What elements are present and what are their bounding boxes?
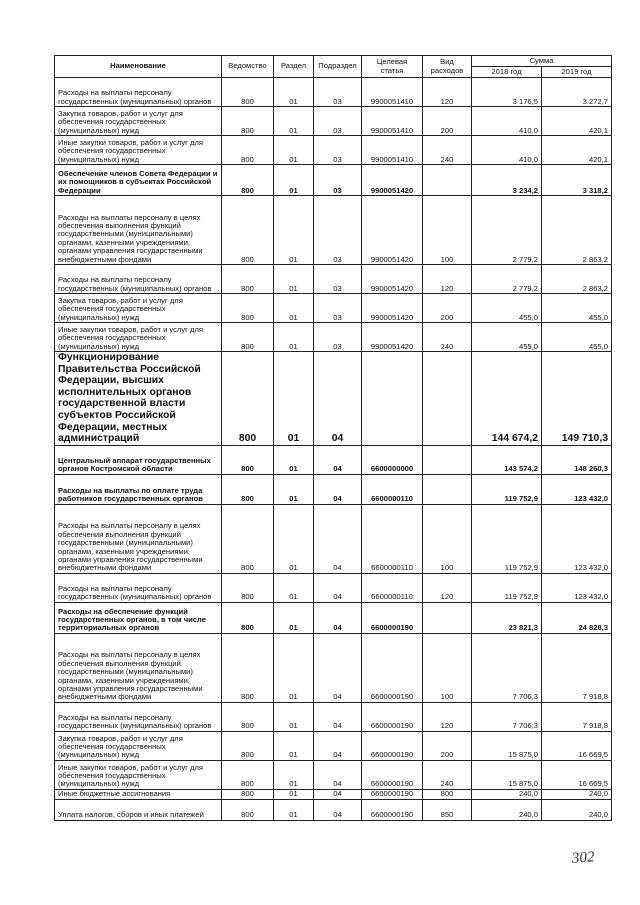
row-dept: 800 — [222, 78, 274, 107]
table-row — [55, 78, 612, 107]
row-dept: 800 — [222, 196, 274, 265]
row-dept: 800 — [222, 602, 274, 633]
row-name: Уплата налогов, сборов и иных платежей — [55, 799, 222, 820]
row-kind: 800 — [423, 789, 472, 799]
row-sum-2019: 2 863,2 — [542, 265, 612, 294]
row-kind — [423, 352, 472, 446]
row-dept: 800 — [222, 702, 274, 731]
row-sum-2018: 7 706,3 — [472, 702, 542, 731]
row-section: 01 — [274, 760, 314, 789]
row-section: 01 — [274, 799, 314, 820]
table-row — [55, 196, 612, 265]
row-subsection: 03 — [314, 196, 362, 265]
row-name: Расходы на обеспечение функций государственных органов, в том числе территориальных органов — [55, 602, 222, 633]
row-subsection: 03 — [314, 107, 362, 136]
header-2019: 2019 год — [542, 67, 612, 78]
row-subsection: 04 — [314, 633, 362, 702]
table-row — [55, 633, 612, 702]
table-row — [55, 702, 612, 731]
row-sum-2018: 240,0 — [472, 799, 542, 820]
row-kind: 120 — [423, 78, 472, 107]
row-dept: 800 — [222, 760, 274, 789]
row-sum-2019: 123 432,0 — [542, 504, 612, 573]
row-kind — [423, 474, 472, 504]
row-section: 01 — [274, 165, 314, 196]
row-kind — [423, 445, 472, 474]
row-name: Закупка товаров, работ и услуг для обеспечения государственных (муниципальных) нужд — [55, 107, 222, 136]
row-sum-2018: 143 574,2 — [472, 445, 542, 474]
table-row — [55, 294, 612, 323]
row-section: 01 — [274, 731, 314, 760]
row-target: 9900051420 — [362, 265, 423, 294]
row-target: 9900051410 — [362, 136, 423, 165]
row-subsection: 03 — [314, 136, 362, 165]
header-target: Целевая статья — [362, 56, 423, 78]
row-subsection: 04 — [314, 474, 362, 504]
row-kind: 200 — [423, 107, 472, 136]
row-dept: 800 — [222, 445, 274, 474]
row-name: Расходы на выплаты персоналу в целях обеспечения выполнения функций государственными (муниципальными) органами, казенными учреждениями, органами управления государственными внебюджетными фондами — [55, 633, 222, 702]
row-section: 01 — [274, 265, 314, 294]
row-section: 01 — [274, 352, 314, 446]
row-target: 6600000190 — [362, 633, 423, 702]
row-target: 9900051410 — [362, 78, 423, 107]
row-name: Расходы на выплаты персоналу государственных (муниципальных) органов — [55, 702, 222, 731]
row-sum-2018: 119 752,9 — [472, 573, 542, 602]
page-number: 302 — [571, 849, 595, 867]
header-subsection: Подраздел — [314, 56, 362, 78]
row-dept: 800 — [222, 265, 274, 294]
table-row — [55, 799, 612, 820]
row-dept: 800 — [222, 633, 274, 702]
row-target: 6600000190 — [362, 799, 423, 820]
table-row — [55, 504, 612, 573]
row-kind: 850 — [423, 799, 472, 820]
row-sum-2018: 119 752,9 — [472, 504, 542, 573]
row-target: 9900051420 — [362, 196, 423, 265]
row-sum-2019: 148 260,3 — [542, 445, 612, 474]
row-kind: 200 — [423, 294, 472, 323]
row-subsection: 04 — [314, 789, 362, 799]
row-sum-2019: 149 710,3 — [542, 352, 612, 446]
row-name: Расходы на выплаты персоналу государственных (муниципальных) органов — [55, 573, 222, 602]
row-name: Расходы на выплаты персоналу государственных (муниципальных) органов — [55, 265, 222, 294]
table-row — [55, 474, 612, 504]
row-subsection: 04 — [314, 445, 362, 474]
row-sum-2018: 144 674,2 — [472, 352, 542, 446]
row-target — [362, 352, 423, 446]
row-subsection: 04 — [314, 352, 362, 446]
row-section: 01 — [274, 323, 314, 352]
row-section: 01 — [274, 78, 314, 107]
budget-table — [54, 55, 612, 821]
row-target: 6600000110 — [362, 504, 423, 573]
table-row — [55, 602, 612, 633]
row-sum-2019: 7 918,8 — [542, 633, 612, 702]
row-target: 6600000110 — [362, 573, 423, 602]
row-sum-2018: 15 875,0 — [472, 731, 542, 760]
row-section: 01 — [274, 633, 314, 702]
row-subsection: 04 — [314, 702, 362, 731]
row-sum-2018: 455,0 — [472, 323, 542, 352]
row-kind: 200 — [423, 731, 472, 760]
row-section: 01 — [274, 573, 314, 602]
row-kind — [423, 602, 472, 633]
row-sum-2018: 3 234,2 — [472, 165, 542, 196]
row-sum-2018: 240,0 — [472, 789, 542, 799]
row-subsection: 04 — [314, 504, 362, 573]
row-target: 9900051420 — [362, 165, 423, 196]
table-row — [55, 165, 612, 196]
row-kind: 100 — [423, 196, 472, 265]
row-kind — [423, 165, 472, 196]
row-subsection: 04 — [314, 602, 362, 633]
row-dept: 800 — [222, 294, 274, 323]
table-row — [55, 136, 612, 165]
row-sum-2019: 16 669,5 — [542, 760, 612, 789]
row-subsection: 04 — [314, 573, 362, 602]
row-sum-2018: 119 752,9 — [472, 474, 542, 504]
row-section: 01 — [274, 107, 314, 136]
row-sum-2019: 240,0 — [542, 799, 612, 820]
row-kind: 120 — [423, 265, 472, 294]
table-row — [55, 265, 612, 294]
row-dept: 800 — [222, 474, 274, 504]
row-dept: 800 — [222, 504, 274, 573]
row-name: Закупка товаров, работ и услуг для обеспечения государственных (муниципальных) нужд — [55, 294, 222, 323]
row-sum-2019: 3 318,2 — [542, 165, 612, 196]
table-row — [55, 789, 612, 799]
row-dept: 800 — [222, 573, 274, 602]
row-subsection: 04 — [314, 799, 362, 820]
table-row — [55, 760, 612, 789]
row-section: 01 — [274, 196, 314, 265]
row-target: 6600000190 — [362, 760, 423, 789]
row-sum-2018: 2 779,2 — [472, 196, 542, 265]
row-subsection: 04 — [314, 760, 362, 789]
table-row — [55, 731, 612, 760]
row-section: 01 — [274, 445, 314, 474]
row-sum-2018: 410,0 — [472, 136, 542, 165]
row-sum-2019: 455,0 — [542, 323, 612, 352]
row-kind: 100 — [423, 504, 472, 573]
row-name: Иные бюджетные ассигнования — [55, 789, 222, 799]
row-section: 01 — [274, 474, 314, 504]
row-sum-2018: 7 706,3 — [472, 633, 542, 702]
row-dept: 800 — [222, 352, 274, 446]
row-kind: 240 — [423, 323, 472, 352]
row-name: Расходы на выплаты персоналу в целях обеспечения выполнения функций государственными (муниципальными) органами, казенными учреждениями, органами управления государственными внебюджетными фондами — [55, 196, 222, 265]
row-kind: 120 — [423, 702, 472, 731]
row-dept: 800 — [222, 323, 274, 352]
row-sum-2019: 7 918,8 — [542, 702, 612, 731]
row-target: 6600000190 — [362, 602, 423, 633]
row-sum-2019: 420,1 — [542, 107, 612, 136]
row-section: 01 — [274, 136, 314, 165]
row-sum-2019: 240,0 — [542, 789, 612, 799]
row-dept: 800 — [222, 107, 274, 136]
row-subsection: 03 — [314, 294, 362, 323]
table-header — [55, 56, 612, 78]
row-sum-2018: 455,0 — [472, 294, 542, 323]
row-sum-2018: 3 176,5 — [472, 78, 542, 107]
row-subsection: 03 — [314, 265, 362, 294]
row-name: Расходы на выплаты персоналу в целях обеспечения выполнения функций государственными (муниципальными) органами, казенными учреждениями, органами управления государственными внебюджетными фондами — [55, 504, 222, 573]
row-sum-2019: 420,1 — [542, 136, 612, 165]
table-row — [55, 352, 612, 446]
row-sum-2019: 455,0 — [542, 294, 612, 323]
row-kind: 240 — [423, 760, 472, 789]
row-name: Закупка товаров, работ и услуг для обеспечения государственных (муниципальных) нужд — [55, 731, 222, 760]
row-section: 01 — [274, 294, 314, 323]
row-dept: 800 — [222, 789, 274, 799]
row-section: 01 — [274, 504, 314, 573]
row-target: 6600000190 — [362, 702, 423, 731]
row-subsection: 03 — [314, 78, 362, 107]
row-sum-2019: 24 828,3 — [542, 602, 612, 633]
header-name: Наименование — [55, 56, 222, 78]
header-dept: Ведомство — [222, 56, 274, 78]
header-sum: Сумма — [472, 56, 612, 67]
row-sum-2019: 123 432,0 — [542, 474, 612, 504]
row-kind: 100 — [423, 633, 472, 702]
row-dept: 800 — [222, 136, 274, 165]
row-section: 01 — [274, 602, 314, 633]
row-target: 9900051420 — [362, 294, 423, 323]
table-row — [55, 323, 612, 352]
row-sum-2018: 2 779,2 — [472, 265, 542, 294]
row-target: 6600000000 — [362, 445, 423, 474]
row-name: Иные закупки товаров, работ и услуг для обеспечения государственных (муниципальных) нужд — [55, 760, 222, 789]
row-name: Обеспечение членов Совета Федерации и их помощников в субъектах Российской Федерации — [55, 165, 222, 196]
row-kind: 120 — [423, 573, 472, 602]
row-subsection: 03 — [314, 165, 362, 196]
row-sum-2018: 23 821,3 — [472, 602, 542, 633]
row-sum-2019: 2 863,2 — [542, 196, 612, 265]
row-section: 01 — [274, 789, 314, 799]
row-target: 6600000190 — [362, 789, 423, 799]
row-kind: 240 — [423, 136, 472, 165]
table-row — [55, 573, 612, 602]
row-name: Расходы на выплаты по оплате труда работников государственных органов — [55, 474, 222, 504]
row-sum-2018: 15 875,0 — [472, 760, 542, 789]
row-dept: 800 — [222, 731, 274, 760]
row-dept: 800 — [222, 165, 274, 196]
row-target: 9900051420 — [362, 323, 423, 352]
row-target: 9900051410 — [362, 107, 423, 136]
row-sum-2019: 123 432,0 — [542, 573, 612, 602]
row-target: 6600000190 — [362, 731, 423, 760]
row-name: Функционирование Правительства Российской Федерации, высших исполнительных органов государственной власти субъектов Российской Федерации, местных администраций — [55, 352, 222, 446]
row-name: Иные закупки товаров, работ и услуг для обеспечения государственных (муниципальных) нужд — [55, 323, 222, 352]
table-body — [55, 78, 612, 821]
table-row — [55, 107, 612, 136]
row-subsection: 04 — [314, 731, 362, 760]
row-target: 6600000110 — [362, 474, 423, 504]
row-name: Расходы на выплаты персоналу государственных (муниципальных) органов — [55, 78, 222, 107]
header-2018: 2018 год — [472, 67, 542, 78]
row-sum-2018: 410,0 — [472, 107, 542, 136]
table-row — [55, 445, 612, 474]
row-sum-2019: 3 272,7 — [542, 78, 612, 107]
row-name: Иные закупки товаров, работ и услуг для обеспечения государственных (муниципальных) нужд — [55, 136, 222, 165]
row-name: Центральный аппарат государственных органов Костромской области — [55, 445, 222, 474]
row-section: 01 — [274, 702, 314, 731]
row-subsection: 03 — [314, 323, 362, 352]
header-section: Раздел — [274, 56, 314, 78]
row-sum-2019: 16 669,5 — [542, 731, 612, 760]
header-kind: Вид расходов — [423, 56, 472, 78]
row-dept: 800 — [222, 799, 274, 820]
